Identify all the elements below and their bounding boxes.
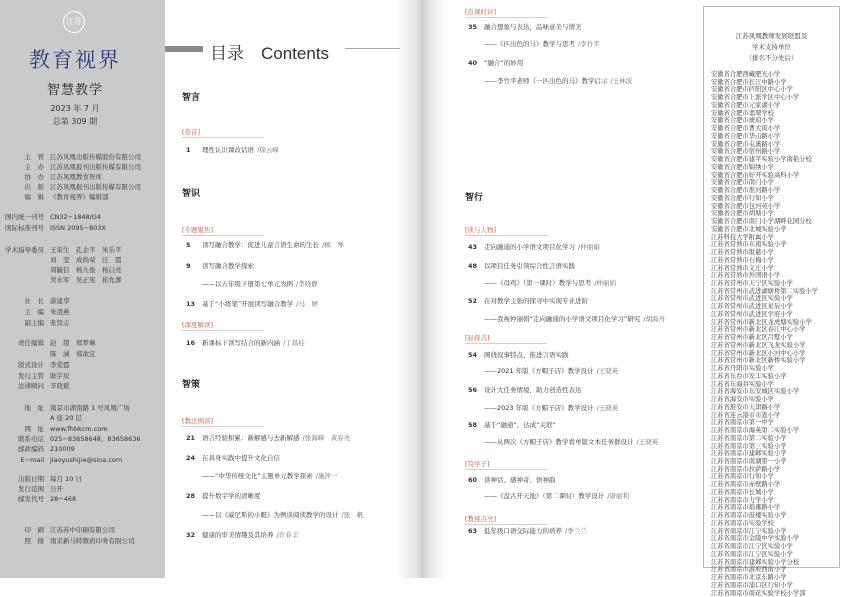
sponsor-item: 江苏省常州市新北区小河中心小学 — [711, 349, 806, 357]
sponsor-item: 江苏省常州市武进湖塘桥第二实验小学 — [711, 287, 819, 295]
section-title: 智策 — [182, 380, 201, 390]
sponsor-item: 安徽省合肥西藏肥光小学 — [711, 71, 781, 78]
page-number: 32 — [186, 531, 196, 539]
sponsor-item: 安徽省合肥市胡塘小学 — [711, 210, 774, 218]
toc-title: 目录 Contents — [210, 44, 330, 63]
toc-entry[interactable] — [186, 241, 344, 250]
sponsor-item: 江苏省南京市拉萨路小学 — [711, 465, 781, 473]
article-subtitle: ——2023 年版《方帽子店》教学设计 — [484, 404, 594, 412]
section-title: 智言 — [182, 93, 201, 103]
page-number: 54 — [468, 351, 478, 359]
toc-entry[interactable] — [468, 386, 585, 395]
committee-line: 刘 坚 成尚荣 汪 霞 — [50, 256, 122, 264]
article-title: 在具身实践中提升文化自信 — [202, 454, 280, 462]
article-author: /胡海舟 — [643, 315, 665, 323]
article-title: 设计大任务情境，助力创造性表达 — [484, 386, 582, 394]
column-rule — [465, 469, 547, 470]
toc-entry[interactable] — [186, 531, 298, 540]
info-value: 耿宇辰 — [50, 372, 70, 380]
page-number: 24 — [186, 454, 196, 462]
info-value: 江苏凤凰出版传媒股份有限公司 — [50, 153, 141, 161]
article-subtitle: ——从两次《方帽子店》教学看单篇文本任务群设计 — [484, 438, 634, 446]
toc-entry-subtitle[interactable] — [202, 472, 337, 481]
sponsor-item: 江苏省南京市鼓楼实验小学 — [711, 512, 787, 520]
article-subtitle: ——《匹出色的马》教学与思考 — [484, 40, 575, 48]
article-author: /丁昌桂 — [283, 339, 305, 347]
sponsor-item: 江苏省南京市力学小学 — [711, 496, 774, 504]
info-key: E−mail — [20, 456, 44, 464]
toc-entry[interactable] — [468, 351, 572, 360]
masthead-panel — [0, 0, 165, 578]
page-number: 13 — [186, 300, 196, 308]
toc-entry[interactable] — [468, 23, 585, 32]
sponsor-item: 江苏省东海县实验小学 — [711, 380, 774, 388]
sponsor-item: 江苏省东台市安丰实验小学 — [711, 372, 787, 380]
toc-entry[interactable] — [186, 300, 318, 309]
sponsor-item: 安徽省合肥市宿州路小学 — [711, 148, 781, 156]
info-key: 国内统一刊号 — [5, 213, 44, 221]
page-number: 28 — [186, 492, 196, 500]
info-value: 辛晓斌 — [50, 382, 70, 390]
page-number: 58 — [468, 421, 478, 429]
sponsor-item: 江苏省常州市新北区龙虎塘实验小学 — [711, 318, 812, 326]
info-value: 210009 — [50, 445, 75, 453]
page-number: 40 — [468, 59, 478, 67]
issue-date: 2023 年 7 月 — [50, 104, 100, 113]
sponsor-item: 安徽省合肥市琥珀小学 — [711, 117, 774, 125]
sponsor-item: 江苏省南京市长城小学 — [711, 488, 774, 496]
sponsor-item: 江苏省海安市东安城区实验小学 — [711, 388, 800, 396]
toc-entry[interactable] — [186, 146, 279, 155]
info-value: 朱凌燕 — [50, 308, 70, 316]
article-author: /李晓静 — [296, 280, 318, 288]
sponsor-item: 江苏省南京市江宁实验小学 — [711, 527, 787, 535]
toc-entry[interactable] — [468, 476, 559, 485]
article-title: 基于“小练笔”开展读写融合教学 — [202, 300, 294, 308]
article-author: /王林波 — [610, 77, 633, 85]
page-number: 43 — [468, 243, 478, 251]
article-title: 语言经验积累：新解感与去新解感 — [202, 434, 300, 442]
magazine-subtitle: 智慧教学 — [46, 83, 103, 98]
article-title: 新课标下读写结合的新内涵 — [202, 339, 280, 347]
page-number: 1 — [186, 146, 191, 154]
sponsor-item: 安徽省合肥市南门小学 — [711, 179, 774, 187]
article-author: /顾 琴 — [322, 241, 344, 249]
toc-entry[interactable] — [468, 262, 578, 271]
article-author: /徐云峰 — [257, 146, 279, 154]
toc-entry[interactable] — [468, 243, 600, 252]
sponsor-item: 江苏省海安市实验小学 — [711, 396, 774, 404]
column-label: [笃学子] — [465, 460, 490, 468]
article-title: 读神话、感神奇、悟神韵 — [484, 476, 556, 484]
article-author: /马 婷 — [296, 300, 318, 308]
toc-entry[interactable] — [468, 421, 559, 430]
column-label: [轻探点] — [465, 334, 490, 342]
info-key: 联系电话 — [18, 435, 44, 443]
sponsor-item: 安徽省合肥市行知小学 — [711, 194, 774, 202]
info-value: 江苏凤凰报刊出版传媒有限公司 — [50, 163, 141, 171]
column-label: [专题聚焦] — [182, 226, 214, 234]
page-number: 35 — [468, 23, 478, 31]
article-subtitle: ——《母鸡》（第一课时）教学与思考 — [484, 279, 592, 287]
info-key: 主 办 — [24, 163, 44, 171]
info-value: 游建华 — [50, 297, 70, 305]
article-title: 以项目任务引领综合性言语实践 — [484, 262, 575, 270]
toc-entry-subtitle[interactable] — [484, 77, 632, 86]
article-title: 在对教学主张的探寻中实现专业进阶 — [484, 297, 588, 305]
article-title: 提升数字学的清晰度 — [202, 492, 261, 500]
sponsor-item: 安徽省合肥市华山路小学 — [711, 132, 781, 140]
article-author: /仲丽娟 — [594, 279, 616, 287]
column-rule — [465, 235, 547, 236]
article-title: “融合”的妙用 — [484, 59, 524, 67]
magazine-emblem: 江苏 — [63, 11, 85, 33]
info-key: 网 址 — [24, 425, 44, 433]
address-line: 南京市湖南路 1 号凤凰广场 — [50, 404, 130, 412]
book-spine-shadow — [395, 0, 445, 578]
column-label: [教法例谈] — [182, 417, 214, 425]
info-value: 《教育视界》编辑部 — [50, 193, 109, 201]
info-key: 国际标准刊号 — [5, 224, 44, 232]
article-subtitle: ——《盘古开天地》（第二课时）教学设计 — [484, 492, 605, 500]
info-value: 江苏凤凰报刊出版传媒有限公司 — [50, 183, 141, 191]
sponsor-item: 江苏省常州市武进区实验小学 — [711, 295, 793, 303]
toc-entry-subtitle[interactable] — [484, 315, 665, 324]
article-subtitle: ——我视仲丽娟“走向融通的小学语文项目化学习”研究 — [484, 315, 641, 323]
sponsor-item: 安徽省合肥市翡翠学校 — [711, 109, 774, 117]
committee-line: 吴永军 吴正宪 崔允漷 — [50, 276, 122, 284]
sponsor-title-2: 学术支持单位 — [752, 43, 791, 51]
article-subtitle: ——2021 年版《方帽子店》教学设计 — [484, 367, 594, 375]
toc-entry-subtitle[interactable] — [484, 438, 658, 447]
article-title: 健康的审美情趣及其培养 — [202, 531, 274, 539]
editors-line: 赵 超 郑梦琳 — [50, 339, 96, 347]
sponsor-item: 江苏省南京市建邺实验小学 — [711, 450, 787, 458]
sponsor-item: 江苏省常熟市石梅小学 — [711, 256, 774, 264]
sponsor-item: 安徽省合肥市淮河路小学 — [711, 187, 781, 195]
page-number: 21 — [186, 434, 196, 442]
sponsor-item: 江苏省常熟市义庄小学 — [711, 264, 774, 272]
column-label: [教视点亮] — [465, 515, 497, 523]
info-value: 每月 10 日 — [50, 475, 82, 483]
info-key: 协 办 — [24, 173, 44, 181]
article-subtitle: ——以《威尼斯的小艇》为例谈阅读教学的设计 — [202, 511, 339, 519]
sponsor-item: 安徽省合肥市屯溪路小学 — [711, 140, 781, 148]
sponsor-item: 江苏省南京市游府西街小学 — [711, 566, 787, 574]
column-label: [卷首] — [182, 128, 201, 136]
sponsor-item: 江苏省南京市北京东路小学 — [711, 574, 787, 582]
column-rule — [465, 343, 547, 344]
info-key: 版式设计 — [18, 361, 44, 369]
sponsor-item: 江苏省常熟市东南实验小学 — [711, 241, 787, 249]
sponsor-item: 江苏省南京市江宁区实验小学 — [711, 543, 793, 551]
sponsor-item: 江苏省南京市行知小学 — [711, 473, 774, 481]
info-value: 江苏苏中印刷有限公司 — [50, 526, 115, 534]
info-value: 025−83658648、83658636 — [50, 435, 141, 443]
header-rule — [345, 48, 400, 49]
header-accent-bar — [165, 46, 203, 52]
sponsor-item: 江苏省南京市金陵中学实验小学 — [711, 535, 800, 543]
info-key: 主 编 — [24, 308, 44, 316]
toc-entry[interactable] — [186, 492, 264, 501]
sponsor-note: （排名不分先后） — [745, 54, 798, 62]
sponsor-item: 江苏省常熟市报慈小学 — [711, 249, 774, 257]
sponsor-item: 江苏省常熟市外国语小学 — [711, 272, 781, 280]
section-title: 智识 — [182, 189, 201, 199]
info-value: 公开 — [50, 485, 63, 493]
article-author: /季兰兰 — [565, 527, 587, 535]
info-key: 出 版 — [24, 183, 44, 191]
info-value: CN32−1848/G4 — [50, 213, 102, 221]
toc-entry[interactable] — [186, 262, 257, 271]
editors-line: 陈 涵 郑欲宜 — [50, 350, 96, 358]
sponsor-item: 江苏省常州市新北区春江中心小学 — [711, 326, 806, 334]
sponsor-item: 江苏省南京市实验学校 — [711, 519, 774, 527]
article-subtitle: ——李竹平老师《一匹出色的马》教学启示 — [484, 77, 608, 85]
column-rule — [182, 137, 264, 138]
article-subtitle: ——以五年级下册第七单元为例 — [202, 280, 293, 288]
page-number: 56 — [468, 386, 478, 394]
toc-entry-subtitle[interactable] — [484, 404, 618, 413]
info-key: 照 排 — [24, 537, 44, 545]
article-author: /李竹平 — [578, 40, 600, 48]
page-number: 9 — [186, 262, 191, 270]
sponsor-item: 安徽省合肥市曹大街小学 — [711, 125, 781, 133]
committee-line: 王荣生 孔企平 朱乐平 — [50, 246, 122, 254]
toc-entry-subtitle[interactable] — [202, 511, 363, 520]
info-value: 李爱霞 — [50, 361, 70, 369]
article-title: 融合想象与表达，品味意美与情美 — [484, 23, 582, 31]
article-title: 围绕叙事特点，推进言语实践 — [484, 351, 569, 359]
info-key: 社 长 — [24, 297, 44, 305]
email-link[interactable]: jiaoyushijie@sina.com — [50, 456, 123, 464]
info-key: 法律顾问 — [18, 382, 44, 390]
sponsor-item: 江苏省连云港市市直小学 — [711, 411, 781, 419]
sponsor-item: 江苏科技大学附属小学 — [711, 233, 774, 241]
info-key: 学术指导委员 — [5, 246, 44, 254]
page-number: 16 — [186, 339, 196, 347]
article-author: /王晓英 — [596, 367, 619, 375]
article-title: 读写融合教学探索 — [202, 262, 254, 270]
column-rule — [465, 17, 547, 18]
column-label: [深度解读] — [182, 321, 214, 329]
info-key: 邮发代号 — [18, 495, 44, 503]
toc-entry-subtitle[interactable] — [202, 280, 318, 289]
article-author: /王晓英 — [636, 438, 659, 446]
info-key: 地 址 — [24, 404, 44, 412]
sponsor-item: 安徽省合肥市元家湖小学 — [711, 101, 781, 109]
article-author: /王晓英 — [596, 404, 619, 412]
sponsor-item: 江苏省南京市海英第二实验小学 — [711, 427, 800, 435]
sponsor-item: 江苏省丹阳市实验小学 — [711, 365, 774, 373]
page-number: 48 — [468, 262, 478, 270]
sponsor-item: 江苏省南京市建邺实验小学分校 — [711, 558, 800, 566]
section-title: 智行 — [465, 193, 484, 203]
article-author: /仲丽娟 — [578, 243, 600, 251]
article-subtitle: ——“中华传统文化”主题单元教学探索 — [202, 472, 313, 480]
sponsor-item: 安徽省合肥市好开实验高科小学 — [711, 171, 800, 179]
sponsor-item: 安徽省合肥市建平实验小学南艳分校 — [711, 156, 812, 164]
info-key: 邮政编码 — [18, 445, 44, 453]
address-line: A 座 20 层 — [50, 414, 82, 422]
website-link[interactable]: www.fhbkcm.com — [50, 425, 108, 433]
article-author: /许春丰 — [276, 531, 299, 539]
sponsor-item: 安徽省合肥市锦绣小学 — [711, 163, 774, 171]
sponsor-item: 安徽省合肥市庐阳区中心小学 — [711, 86, 793, 94]
toc-entry-subtitle[interactable] — [484, 492, 629, 501]
sponsor-item: 江苏省南京市第一中学 — [711, 419, 774, 427]
toc-entry[interactable] — [186, 454, 283, 463]
sponsor-item: 江苏省南京市第二实验小学 — [711, 434, 787, 442]
sponsor-item: 江苏省南京市第三实验小学 — [711, 442, 787, 450]
sponsor-item: 安徽省合肥市长江中路小学 — [711, 78, 787, 86]
sponsor-item: 安徽省合肥市南门小学湖畔花园分校 — [711, 218, 812, 226]
page-number: 63 — [468, 527, 478, 535]
sponsor-item: 江苏省常州市天宁区实验小学 — [711, 279, 793, 287]
sponsor-item: 江苏省南京市江宁区实验小学 — [711, 550, 793, 558]
column-rule — [465, 524, 547, 525]
sponsor-item: 江苏省南京市南花实验学校小学部 — [711, 589, 806, 597]
toc-entry[interactable] — [468, 59, 526, 68]
sponsor-item: 江苏省南京市琅琊路小学 — [711, 504, 781, 512]
page-number: 52 — [468, 297, 478, 305]
sponsor-item: 安徽省合肥市北城实验小学 — [711, 225, 787, 233]
article-author: /唐丽利 — [607, 492, 629, 500]
column-rule — [182, 330, 264, 331]
toc-entry[interactable] — [186, 434, 350, 443]
info-value: 江苏凤凰教育智库 — [50, 173, 102, 181]
toc-entry[interactable] — [468, 297, 591, 306]
sponsor-item: 江苏省常州市新北区吕墅小学 — [711, 334, 793, 342]
info-key: 印 刷 — [24, 526, 44, 534]
magazine-title: 教育视界 — [29, 48, 121, 72]
column-rule — [182, 426, 264, 427]
toc-entry-subtitle[interactable] — [484, 279, 616, 288]
sponsor-item: 江苏省常州市新北区新桥实验小学 — [711, 357, 806, 365]
info-key: 发行范围 — [18, 485, 44, 493]
sponsor-item: 江苏省常州市武进区星辰小学 — [711, 303, 793, 311]
info-value: 南京新马特数码印务有限公司 — [50, 537, 135, 545]
info-key: 编 辑 — [24, 193, 44, 201]
column-label: [读与人物] — [465, 226, 497, 234]
issue-number: 总第 309 期 — [52, 117, 98, 126]
article-author: /施萍一 — [315, 472, 338, 480]
sponsor-item: 江苏省常州市新北区飞龙实验小学 — [711, 341, 806, 349]
article-author: /张海峰 黄春亮 — [302, 434, 351, 442]
article-title: 低年级口语交际能力的培养 — [484, 527, 562, 535]
sponsor-item: 江苏省南京市浦口区行知小学 — [711, 581, 793, 589]
sponsor-item: 江苏省淮安市天津路小学 — [711, 403, 781, 411]
column-label: [点课时评] — [465, 8, 497, 16]
sponsor-item: 安徽省合肥市包河苑小学 — [711, 202, 781, 210]
info-value: ISSN 2095−803X — [50, 224, 106, 232]
sponsor-item: 江苏省南京市南湖第一小学 — [711, 458, 787, 465]
info-key: 发行主管 — [18, 372, 44, 380]
sponsor-item: 安徽省合肥市上派学区中心小学 — [711, 94, 800, 102]
article-title: 基于“融通”，达成“关联” — [484, 421, 556, 429]
sponsor-item: 江苏省常州市武进区学府小学 — [711, 310, 793, 318]
toc-entry[interactable] — [186, 339, 305, 348]
sponsor-item: 江苏省南京市赤壁路小学 — [711, 481, 781, 489]
toc-entry-subtitle[interactable] — [484, 367, 618, 376]
info-key: 责任编辑 — [18, 339, 44, 347]
info-value: 28−468 — [50, 495, 77, 503]
toc-entry[interactable] — [468, 527, 587, 536]
committee-line: 周毓信 杨九俊 杨启亮 — [50, 266, 122, 274]
article-title: 走向融通的小学语文项目化学习 — [484, 243, 575, 251]
column-rule — [182, 235, 264, 236]
article-title: 读写融合教学：促进儿童言语生命的生长 — [202, 241, 319, 249]
info-key: 副主编 — [24, 319, 44, 327]
info-key: 主 管 — [24, 153, 44, 161]
article-author: /张 帆 — [341, 511, 364, 519]
info-value: 张贤志 — [50, 319, 70, 327]
sponsor-title: 江苏凤凰教师发展联盟及 — [735, 32, 808, 40]
info-key: 出版日期 — [18, 475, 44, 483]
page-number: 5 — [186, 241, 191, 249]
toc-entry-subtitle[interactable] — [484, 40, 600, 49]
page-number: 60 — [468, 476, 478, 484]
article-title: 理性认识课改话语 — [202, 146, 254, 154]
